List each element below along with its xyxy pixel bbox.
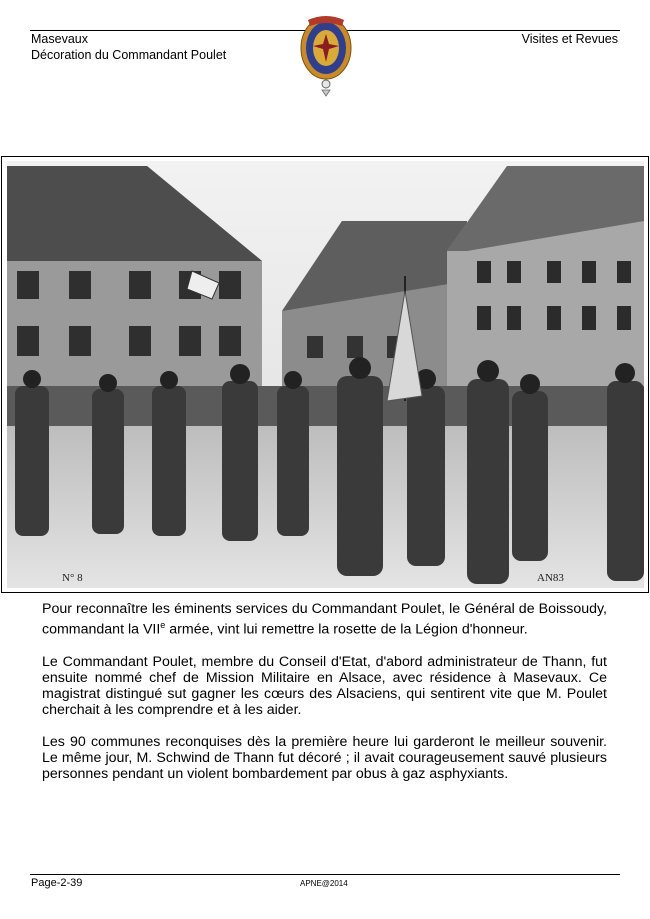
body-text: [42, 601, 607, 798]
legion-honour-emblem: [298, 14, 354, 98]
header-left: [31, 31, 226, 63]
photo-frame: [1, 156, 649, 593]
paragraph-1: Pour reconnaître les éminents services du Commandant Poulet, le Général de Boissoudy, commandant la VIIe armée, vint lui remettre la rosette de la Légion d'honneur.: [42, 601, 607, 638]
header-subtitle: Décoration du Commandant Poulet: [31, 48, 227, 62]
copyright: APNE@2014: [300, 879, 348, 888]
paragraph-3: Les 90 communes reconquises dès la première heure lui garderont le meilleur souvenir. Le même jour, M. Schwind de Thann fut décoré ; il avait courageusement sauvé plusieurs personnes pendant un violent bombardement par obus à gaz asphyxiants.: [42, 733, 607, 782]
photo-number-mark: N° 8: [62, 572, 83, 584]
header-location: Masevaux: [31, 32, 88, 46]
header-section: Visites et Revues: [521, 32, 618, 46]
photo-corner-mark: AN83: [537, 572, 564, 584]
ceremony-photograph: [7, 161, 644, 588]
page-number: Page-2-39: [31, 877, 83, 889]
footer-rule: [30, 874, 620, 875]
paragraph-2: Le Commandant Poulet, membre du Conseil d'Etat, d'abord administrateur de Thann, fut ensuite nommé chef de Mission Militaire en Alsace, avec résidence à Masevaux. Ce magistrat distingué sut gagner les cœurs des Alsaciens, qui sentirent vite que M. Poulet cherchait à les comprendre et à les aider.: [42, 653, 607, 718]
